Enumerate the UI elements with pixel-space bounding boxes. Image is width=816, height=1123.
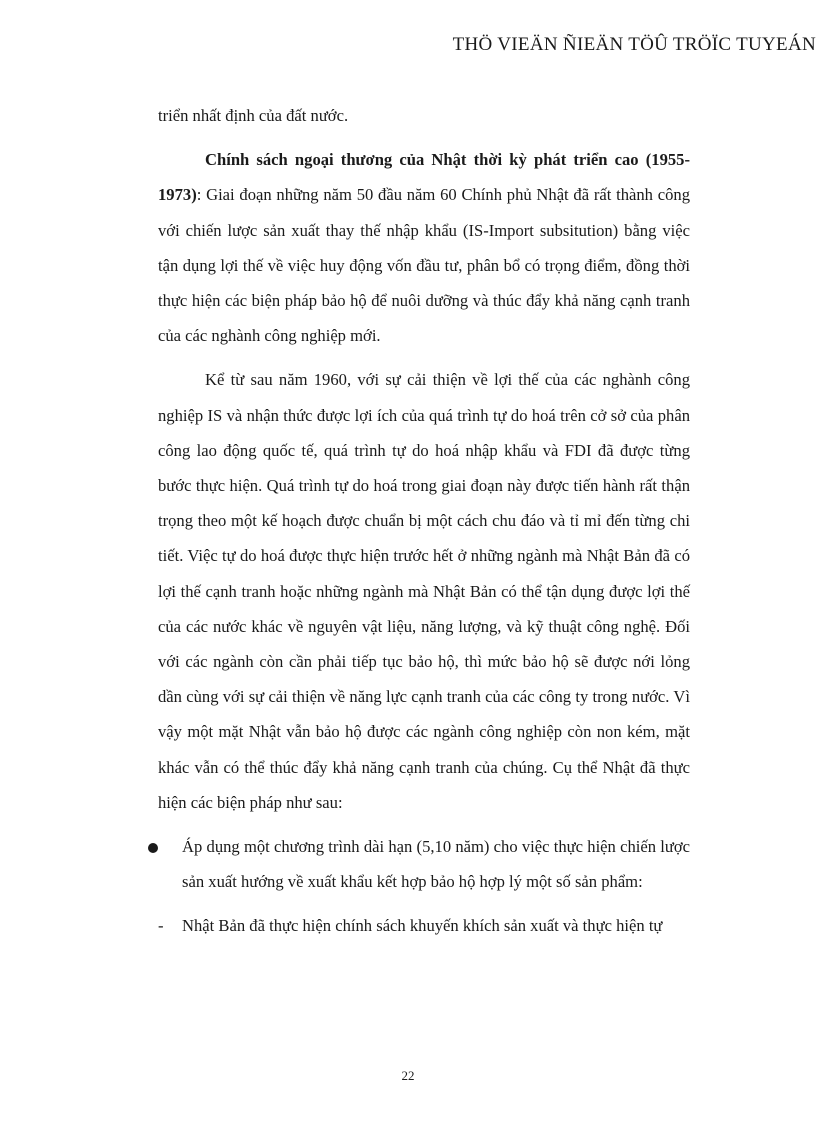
- paragraph-text: : Giai đoạn những năm 50 đầu năm 60 Chính phủ Nhật đã rất thành công với chiến lược sản xuất thay thế nhập khẩu (IS-Import subsitution) bằng việc tận dụng lợi thế về việc huy động vốn đầu tư, phân bổ có trọng điểm, đồng thời thực hiện các biện pháp bảo hộ để nuôi dưỡng và thúc đẩy khả năng cạnh tranh của các nghành công nghiệp mới.: [158, 185, 690, 346]
- bullet-icon: [148, 843, 158, 853]
- paragraph-trade-policy: [158, 142, 690, 353]
- paragraph-liberalization: Kể từ sau năm 1960, với sự cải thiện về lợi thế của các nghành công nghiệp IS và nhận thức được lợi ích của quá trình tự do hoá trên cở sở của phân công lao động quốc tế, quá trình tự do hoá nhập khẩu và FDI đã được từng bước thực hiện. Quá trình tự do hoá trong giai đoạn này được tiến hành rất thận trọng theo một kế hoạch được chuẩn bị một cách chu đáo và tỉ mỉ đến từng chi tiết. Việc tự do hoá được thực hiện trước hết ở những ngành mà Nhật Bản đã có lợi thế cạnh tranh hoặc những ngành mà Nhật Bản có thể tận dụng được lợi thế của các nước khác về nguyên vật liệu, năng lượng, và kỹ thuật công nghệ. Đối với các ngành còn cần phải tiếp tục bảo hộ, thì mức bảo hộ sẽ được nới lỏng dần cùng với sự cải thiện về năng lực cạnh tranh của các công ty trong nước. Vì vậy một mặt Nhật vẫn bảo hộ được các ngành công nghiệp còn non kém, mặt khác vẫn có thể thúc đẩy khả năng cạnh tranh của chúng. Cụ thể Nhật đã thực hiện các biện pháp như sau:: [158, 370, 690, 812]
- dash-marker: -: [158, 916, 164, 936]
- paragraph-continuation: triển nhất định của đất nước.: [158, 106, 349, 125]
- document-body: [158, 98, 690, 944]
- page-header: THÖ VIEÄN ÑIEÄN TÖÛ TRÖÏC TUYEÁN: [452, 34, 816, 55]
- dash-list-item: [158, 908, 690, 943]
- page-number: 22: [401, 1068, 415, 1083]
- bullet-text: Áp dụng một chương trình dài hạn (5,10 năm) cho việc thực hiện chiến lược sản xuất hướng về xuất khẩu kết hợp bảo hộ hợp lý một số sản phẩm:: [182, 837, 690, 892]
- bullet-list-item: [158, 829, 690, 899]
- section-heading: Chính sách ngoại thương của Nhật thời kỳ phát triển cao (1955-1973): [158, 150, 690, 205]
- dash-text: Nhật Bản đã thực hiện chính sách khuyến khích sản xuất và thực hiện tự: [182, 916, 663, 936]
